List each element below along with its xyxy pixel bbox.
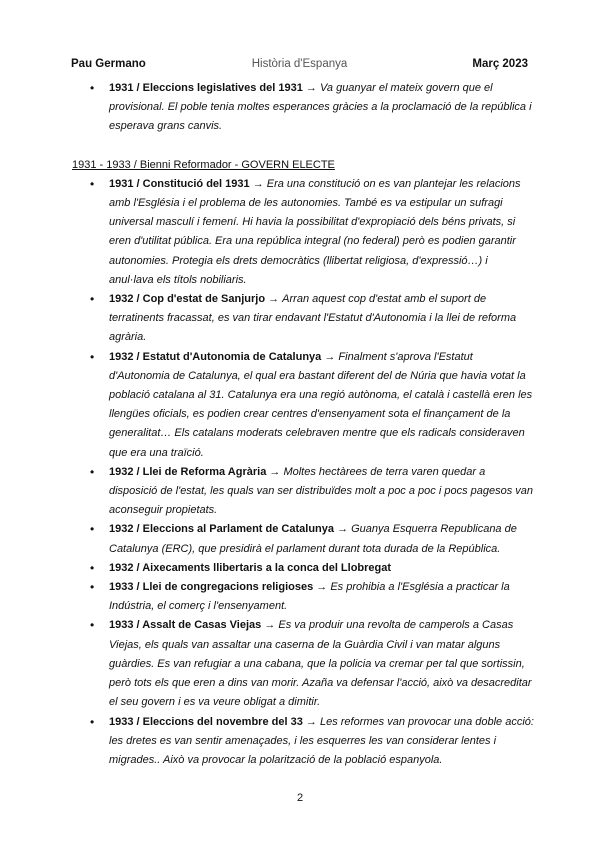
arrow-icon: → [264,619,276,632]
list-item [72,290,534,348]
document-date: Març 2023 [472,58,528,70]
list-item [72,578,534,616]
item-text: Es va produir una revolta de camperols a Casas Viejas, els quals van assaltar una caserna de la Guàrdia Civil i van matar alguns guàrdies. Es van refugiar a una cabana, que la policia va cremar per tal que sortissin, però tots els que eren a dins van morir. Azaña va defensar l'acció, això va desacreditar el seu govern i es va veure obligat a dimitir. [109,619,532,709]
item-text: Moltes hectàrees de terra varen quedar a disposició de l'estat, les quals van ser distribuïdes molt a poc a poc i pocs pagesos van aconseguir propietats. [109,465,533,517]
events-list [72,175,534,770]
arrow-icon: → [305,82,317,94]
item-heading: 1931 / Constitució del 1931 [109,177,250,190]
list-item [72,559,534,578]
item-text: Finalment s'aprova l'Estatut d'Autonomia de Catalunya, el qual era bastant diferent del de Núria que havia votat la població catalana al 31. Catalunya era una regió autònoma, el català i castellà eren les llengües oficials, es podien crear centres d'ensenyament sota el finançament de la generalitat… Els catalans moderats celebraven mentre que els radicals consideraven que era una traïció. [109,350,533,459]
item-heading: 1932 / Eleccions al Parlament de Catalunya [109,523,334,536]
item-heading: 1933 / Assalt de Casas Viejas [109,619,262,632]
document-body [72,79,534,770]
section-title: 1931 - 1933 / Bienni Reformador - GOVERN ELECTE [72,158,335,171]
arrow-icon: → [316,581,328,594]
list-item [72,713,534,771]
arrow-icon: → [269,465,281,478]
author-name: Pau Germano [71,58,146,70]
list-item [72,616,534,712]
item-heading: 1931 / Eleccions legislatives del 1931 [109,82,303,94]
item-text: Arran aquest cop d'estat amb el suport de terratinents fracassat, es van tirar endavant l'Estatut d'Autonomia i la llei de reforma agrària. [109,293,517,344]
item-heading: 1932 / Cop d'estat de Sanjurjo [109,293,266,306]
item-heading: 1933 / Eleccions del novembre del 33 [109,715,303,728]
document-subject: Història d'Espanya [251,58,348,70]
arrow-icon: → [268,293,280,306]
item-text: Guanya Esquerra Republicana de Catalunya (ERC), que presidirà el parlament durant tota durada de la República. [109,523,517,555]
item-text: Es prohibia a l'Església a practicar la Indústria, el comerç i l'ensenyament. [109,581,510,613]
page-number: 2 [296,792,304,804]
page-header [71,58,528,76]
item-text: Les reformes van provocar una doble acció: les dretes es van sentir amenaçades, i les esquerres les van considerar lentes i migrades.. Això va provocar la polarització de la població espanyola. [109,715,534,766]
item-heading: 1933 / Llei de congregacions religioses [109,581,314,594]
item-text: Era una constitució on es van plantejar les relacions amb l'Església i el problema de les autonomies. També es va estipular un sufragi universal masculí i femení. Hi havia la possibilitat d'expropiació dels béns privats, si eren d'utilitat pública. Era una república integral (no federal) però es podien garantir autonomies. Protegia els drets democràtics (llibertat religiosa, d'expressió…) i anul·lava els títols nobiliaris. [109,177,521,286]
item-heading: 1932 / Estatut d'Autonomia de Catalunya [109,350,322,363]
item-text: Va guanyar el mateix govern que el provisional. El poble tenia moltes esperances gràcies a la proclamació de la república i esperava grans canvis. [109,82,532,133]
list-item [72,79,534,137]
item-heading: 1932 / Llei de Reforma Agrària [109,465,267,478]
arrow-icon: → [252,177,264,190]
intro-list [72,79,534,137]
list-item [72,175,534,290]
item-heading: 1932 / Aixecaments llibertaris a la conca del Llobregat [109,561,392,574]
list-item [72,463,534,521]
list-item [72,348,534,463]
list-item [72,520,534,558]
arrow-icon: → [305,715,317,728]
arrow-icon: → [324,350,336,363]
arrow-icon: → [337,523,349,536]
